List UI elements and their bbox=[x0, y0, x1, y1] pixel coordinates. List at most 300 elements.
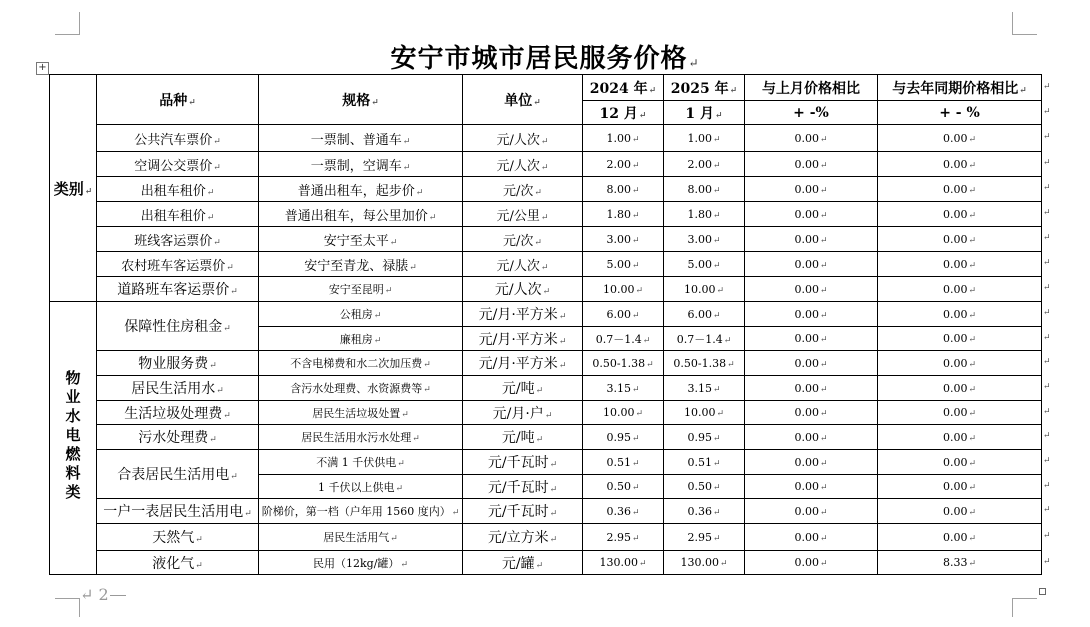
cell-yoy-text: 0.00 bbox=[942, 504, 968, 518]
cell-yoy-text: 0.00 bbox=[942, 207, 968, 221]
row-end-mark: ↵ bbox=[1043, 431, 1051, 441]
cell-unit-text: 元/次 bbox=[503, 233, 534, 249]
header-mom bbox=[745, 75, 878, 101]
header-unit-text: 单位 bbox=[504, 92, 533, 109]
table-row bbox=[50, 227, 1042, 252]
cell-unit-text: 元/人次 bbox=[496, 132, 540, 148]
cell-price-2025-text: 2.95 bbox=[687, 530, 712, 544]
cell-variety bbox=[97, 152, 259, 177]
cell-yoy-text: 0.00 bbox=[942, 530, 968, 544]
cell-unit bbox=[463, 302, 583, 327]
cell-unit bbox=[463, 499, 583, 524]
paragraph-mark: ↵ bbox=[223, 324, 231, 334]
cell-spec bbox=[259, 351, 463, 376]
paragraph-mark: ↵ bbox=[209, 435, 217, 445]
paragraph-mark: ↵ bbox=[968, 384, 977, 395]
cell-yoy-text: 0.00 bbox=[942, 455, 968, 469]
header-2024-month bbox=[583, 101, 664, 125]
cell-yoy bbox=[878, 177, 1042, 202]
paragraph-mark: ↵ bbox=[819, 310, 828, 321]
cell-variety bbox=[97, 551, 259, 575]
cell-variety bbox=[97, 252, 259, 277]
category-utilities bbox=[50, 302, 97, 575]
paragraph-mark: ↵ bbox=[395, 483, 404, 494]
cell-spec-text: 1 千伏以上供电 bbox=[317, 480, 395, 494]
cell-mom-text: 0.00 bbox=[794, 332, 819, 345]
cell-price-2024-text: 2.00 bbox=[606, 157, 631, 171]
cell-price-2025 bbox=[664, 450, 745, 475]
category-utilities-text: 物业水电燃料类 bbox=[63, 369, 82, 503]
cell-price-2025-text: 5.00 bbox=[687, 257, 712, 271]
cell-yoy-text: 0.00 bbox=[942, 381, 968, 395]
cell-price-2024 bbox=[583, 327, 664, 351]
cell-spec-text: 不满 1 千伏供电 bbox=[316, 456, 397, 469]
cell-price-2025 bbox=[664, 475, 745, 499]
table-row bbox=[50, 277, 1042, 302]
cell-price-2024-text: 1.80 bbox=[606, 207, 631, 221]
cell-yoy bbox=[878, 475, 1042, 499]
cell-mom-text: 0.00 bbox=[794, 556, 819, 569]
cell-yoy-text: 0.00 bbox=[942, 257, 968, 271]
cell-price-2025-text: 1.00 bbox=[687, 131, 712, 145]
paragraph-mark: ↵ bbox=[712, 210, 721, 221]
cell-spec bbox=[259, 152, 463, 177]
cell-price-2024-text: 6.00 bbox=[606, 307, 631, 321]
cell-mom-text: 0.00 bbox=[794, 356, 819, 370]
cell-spec bbox=[259, 401, 463, 425]
cell-unit-text: 元/月·平方米 bbox=[478, 356, 558, 372]
cell-unit-text: 元/吨 bbox=[501, 430, 535, 446]
cell-unit bbox=[463, 351, 583, 376]
cell-spec bbox=[259, 524, 463, 551]
paragraph-mark: ↵ bbox=[412, 434, 420, 444]
cell-spec-text: 公租房 bbox=[339, 308, 373, 321]
cell-yoy-text: 0.00 bbox=[942, 332, 968, 345]
paragraph-mark: ↵ bbox=[226, 262, 234, 273]
cell-spec bbox=[259, 551, 463, 575]
cell-variety bbox=[97, 425, 259, 450]
paragraph-mark: ↵ bbox=[712, 134, 721, 145]
header-mom-text: 与上月价格相比 bbox=[762, 80, 860, 97]
cell-mom-text: 0.00 bbox=[794, 430, 819, 444]
paragraph-mark: ↵ bbox=[540, 262, 549, 273]
paragraph-mark: ↵ bbox=[230, 472, 238, 482]
paragraph-mark: ↵ bbox=[968, 483, 977, 493]
paragraph-mark: ↵ bbox=[819, 483, 828, 493]
paragraph-mark: ↵ bbox=[402, 136, 411, 147]
paragraph-mark: ↵ bbox=[631, 260, 640, 271]
cell-variety-text: 合表居民生活用电 bbox=[117, 467, 230, 483]
category-transport bbox=[50, 75, 97, 302]
cell-price-2024 bbox=[583, 450, 664, 475]
paragraph-mark: ↵ bbox=[819, 335, 828, 345]
cell-price-2025 bbox=[664, 376, 745, 401]
paragraph-mark: ↵ bbox=[638, 559, 647, 569]
cell-yoy bbox=[878, 401, 1042, 425]
paragraph-mark: ↵ bbox=[540, 162, 549, 173]
paragraph-mark: ↵ bbox=[631, 160, 640, 171]
paragraph-mark: ↵ bbox=[819, 433, 828, 444]
cell-price-2025 bbox=[664, 227, 745, 252]
paragraph-mark: ↵ bbox=[195, 560, 203, 571]
paragraph-mark: ↵ bbox=[84, 186, 93, 197]
cell-unit bbox=[463, 475, 583, 499]
cell-spec-text: 民用（12kg/罐） bbox=[313, 556, 400, 570]
cell-price-2025-text: 2.00 bbox=[687, 157, 712, 171]
paragraph-mark: ↵ bbox=[819, 185, 828, 196]
paragraph-mark: ↵ bbox=[534, 187, 542, 198]
paragraph-mark: ↵ bbox=[968, 210, 977, 221]
paragraph-mark: ↵ bbox=[631, 185, 640, 196]
cell-price-2025 bbox=[664, 277, 745, 302]
cell-yoy-text: 0.00 bbox=[942, 131, 968, 145]
cell-price-2025 bbox=[664, 302, 745, 327]
paragraph-mark: ↵ bbox=[968, 285, 977, 296]
paragraph-mark: ↵ bbox=[819, 134, 828, 145]
header-2025-year-text: 2025 年 bbox=[670, 80, 729, 97]
cell-unit-text: 元/立方米 bbox=[487, 530, 549, 546]
paragraph-mark: ↵ bbox=[631, 134, 640, 145]
cell-spec bbox=[259, 177, 463, 202]
paragraph-mark: ↵ bbox=[968, 409, 977, 419]
cell-yoy bbox=[878, 302, 1042, 327]
row-end-mark: ↵ bbox=[1043, 308, 1051, 318]
cell-mom bbox=[745, 524, 878, 551]
cell-mom-text: 0.00 bbox=[794, 381, 819, 395]
table-row bbox=[50, 152, 1042, 177]
paragraph-mark: ↵ bbox=[727, 359, 735, 370]
cell-yoy-text: 0.00 bbox=[942, 232, 968, 246]
row-end-mark: ↵ bbox=[1043, 357, 1051, 367]
cell-unit-text: 元/公里 bbox=[496, 208, 540, 224]
cell-variety-text: 保障性住房租金 bbox=[124, 319, 223, 335]
cell-yoy-text: 0.00 bbox=[942, 307, 968, 321]
paragraph-mark: ↵ bbox=[631, 235, 640, 246]
cell-price-2025 bbox=[664, 152, 745, 177]
paragraph-mark: ↵ bbox=[968, 507, 977, 518]
page-number-dash bbox=[110, 595, 126, 596]
cell-variety-text: 天然气 bbox=[152, 530, 195, 546]
crop-mark-bottom-left bbox=[55, 598, 80, 617]
cell-price-2024-text: 5.00 bbox=[606, 257, 631, 271]
cell-yoy bbox=[878, 524, 1042, 551]
cell-price-2024-text: 0.7－1.4 bbox=[595, 332, 642, 346]
cell-spec bbox=[259, 450, 463, 475]
cell-variety-text: 农村班车客运票价 bbox=[121, 258, 226, 274]
cell-price-2024 bbox=[583, 152, 664, 177]
row-end-mark: ↵ bbox=[1043, 456, 1051, 466]
cell-price-2024 bbox=[583, 401, 664, 425]
cell-price-2025-text: 0.51 bbox=[687, 455, 712, 469]
cell-price-2025 bbox=[664, 202, 745, 227]
paragraph-mark: ↵ bbox=[544, 410, 553, 421]
cell-mom-text: 0.00 bbox=[794, 307, 819, 321]
cell-price-2024-text: 0.50-1.38 bbox=[592, 356, 646, 370]
paragraph-mark: ↵ bbox=[415, 187, 424, 198]
paragraph-mark: ↵ bbox=[968, 134, 977, 145]
cell-variety bbox=[97, 401, 259, 425]
table-row bbox=[50, 450, 1042, 475]
paragraph-mark: ↵ bbox=[819, 384, 828, 395]
cell-yoy-text: 0.00 bbox=[942, 182, 968, 196]
cell-variety bbox=[97, 351, 259, 376]
paragraph-mark: ↵ bbox=[216, 386, 224, 396]
paragraph-mark: ↵ bbox=[535, 435, 544, 445]
cell-price-2025-text: 10.00 bbox=[683, 282, 716, 296]
cell-price-2025-text: 6.00 bbox=[687, 307, 712, 321]
table-row bbox=[50, 177, 1042, 202]
cell-mom-text: 0.00 bbox=[794, 282, 819, 296]
cell-variety-text: 物业服务费 bbox=[138, 356, 209, 372]
paragraph-mark: ↵ bbox=[558, 361, 567, 371]
cell-unit bbox=[463, 125, 583, 152]
cell-yoy bbox=[878, 450, 1042, 475]
paragraph-mark: ↵ bbox=[540, 136, 549, 147]
cell-price-2024 bbox=[583, 524, 664, 551]
row-end-mark: ↵ bbox=[1043, 406, 1051, 417]
paragraph-mark: ↵ bbox=[968, 235, 977, 246]
cell-mom bbox=[745, 401, 878, 425]
cell-unit-text: 元/千瓦时 bbox=[487, 455, 549, 471]
cell-mom-text: 0.00 bbox=[794, 504, 819, 518]
row-end-mark: ↵ bbox=[1043, 332, 1051, 343]
paragraph-mark: ↵ bbox=[409, 262, 417, 273]
cell-spec-text: 一票制、普通车 bbox=[310, 132, 402, 148]
cell-price-2024 bbox=[583, 376, 664, 401]
cell-variety bbox=[97, 177, 259, 202]
cell-yoy-text: 0.00 bbox=[942, 430, 968, 444]
paragraph-mark: ↵ bbox=[819, 507, 828, 518]
cell-spec-text: 廉租房 bbox=[339, 332, 373, 346]
paragraph-mark: ↵ bbox=[648, 85, 657, 96]
cell-price-2024 bbox=[583, 125, 664, 152]
cell-yoy bbox=[878, 376, 1042, 401]
cell-yoy-text: 0.00 bbox=[942, 406, 968, 419]
cell-yoy bbox=[878, 499, 1042, 524]
paragraph-mark: ↵ bbox=[631, 210, 640, 221]
cell-variety bbox=[97, 450, 259, 499]
paragraph-mark: ↵ bbox=[635, 409, 644, 419]
cell-variety bbox=[97, 524, 259, 551]
cell-spec bbox=[259, 499, 463, 524]
cell-price-2025-text: 1.80 bbox=[687, 207, 712, 221]
paragraph-mark: ↵ bbox=[631, 507, 640, 518]
cell-spec bbox=[259, 277, 463, 302]
cell-spec-text: 阶梯价，第一档（户年用 1560 度内） bbox=[261, 505, 451, 518]
paragraph-mark: ↵ bbox=[716, 285, 725, 296]
row-end-mark: ↵ bbox=[1043, 233, 1051, 243]
cell-spec bbox=[259, 202, 463, 227]
cell-yoy-text: 0.00 bbox=[942, 282, 968, 296]
cell-mom bbox=[745, 376, 878, 401]
paragraph-mark: ↵ bbox=[402, 162, 411, 173]
row-end-mark: ↵ bbox=[1043, 382, 1051, 392]
cell-price-2025 bbox=[664, 499, 745, 524]
paragraph-mark: ↵ bbox=[206, 187, 215, 198]
cell-price-2025-text: 0.50-1.38 bbox=[673, 356, 727, 370]
paragraph-mark: ↵ bbox=[819, 160, 828, 171]
cell-unit-text: 元/人次 bbox=[496, 258, 540, 274]
cell-variety bbox=[97, 202, 259, 227]
paragraph-mark: ↵ bbox=[642, 335, 651, 346]
paragraph-mark: ↵ bbox=[968, 335, 977, 345]
crop-mark-top-right bbox=[1012, 12, 1037, 35]
row-end-mark: ↵ bbox=[1043, 258, 1051, 268]
cell-price-2024 bbox=[583, 351, 664, 376]
paragraph-mark: ↵ bbox=[819, 533, 828, 544]
cell-spec-text: 普通出租车，每公里加价 bbox=[284, 208, 428, 224]
cell-mom-text: 0.00 bbox=[794, 257, 819, 271]
cell-price-2025-text: 130.00 bbox=[680, 556, 719, 569]
cell-price-2024-text: 3.00 bbox=[606, 232, 631, 246]
cell-mom bbox=[745, 425, 878, 450]
cell-spec bbox=[259, 376, 463, 401]
cell-yoy bbox=[878, 202, 1042, 227]
row-end-mark: ↵ bbox=[1043, 81, 1051, 92]
paragraph-mark: ↵ bbox=[535, 386, 544, 396]
cell-price-2024-text: 10.00 bbox=[602, 282, 635, 296]
cell-price-2024-text: 3.15 bbox=[606, 381, 631, 395]
paragraph-mark: ↵ bbox=[631, 433, 640, 444]
end-mark-icon bbox=[1039, 588, 1046, 595]
paragraph-mark: ↵ bbox=[729, 85, 738, 96]
paragraph-mark: ↵ bbox=[401, 409, 409, 420]
category-transport-text: 类别 bbox=[53, 179, 84, 198]
paragraph-mark: ↵ bbox=[373, 311, 382, 321]
cell-unit bbox=[463, 227, 583, 252]
cell-price-2024 bbox=[583, 252, 664, 277]
cell-mom bbox=[745, 277, 878, 302]
cell-variety bbox=[97, 125, 259, 152]
paragraph-mark: ↵ bbox=[540, 212, 549, 223]
paragraph-mark: ↵ bbox=[712, 533, 721, 544]
cell-price-2024 bbox=[583, 277, 664, 302]
row-end-mark: ↵ bbox=[1043, 480, 1051, 491]
cell-variety-text: 空调公交票价 bbox=[134, 158, 213, 174]
cell-price-2024 bbox=[583, 227, 664, 252]
cell-unit bbox=[463, 376, 583, 401]
cell-spec bbox=[259, 252, 463, 277]
header-variety bbox=[97, 75, 259, 125]
paragraph-mark: ↵ bbox=[188, 97, 196, 108]
cell-mom-text: 0.00 bbox=[794, 131, 819, 145]
cell-price-2024 bbox=[583, 551, 664, 575]
cell-mom bbox=[745, 227, 878, 252]
cell-unit bbox=[463, 202, 583, 227]
table-row bbox=[50, 425, 1042, 450]
paragraph-mark: ↵ bbox=[558, 312, 567, 322]
cell-unit bbox=[463, 450, 583, 475]
cell-price-2024-text: 0.36 bbox=[606, 504, 631, 518]
table-row bbox=[50, 125, 1042, 152]
paragraph-mark: ↵ bbox=[712, 507, 721, 518]
cell-price-2025 bbox=[664, 524, 745, 551]
cell-price-2024-text: 0.95 bbox=[606, 430, 631, 444]
cell-price-2024 bbox=[583, 425, 664, 450]
header-spec bbox=[259, 75, 463, 125]
header-yoy-text: 与去年同期价格相比 bbox=[892, 80, 1019, 97]
table-move-handle-icon[interactable]: + bbox=[36, 62, 49, 75]
cell-mom-text: 0.00 bbox=[794, 455, 819, 469]
header-2024-year bbox=[583, 75, 664, 101]
paragraph-mark: ↵ bbox=[712, 160, 721, 171]
cell-mom bbox=[745, 302, 878, 327]
paragraph-mark: ↵ bbox=[223, 410, 231, 421]
paragraph-mark: ↵ bbox=[384, 286, 393, 296]
paragraph-mark: ↵ bbox=[646, 359, 654, 370]
row-end-mark: ↵ bbox=[1043, 208, 1051, 218]
cell-mom-text: 0.00 bbox=[794, 182, 819, 196]
cell-variety-text: 出租车租价 bbox=[140, 208, 206, 224]
paragraph-mark: ↵ bbox=[209, 361, 217, 371]
cell-unit-text: 元/月·户 bbox=[492, 405, 544, 422]
cell-variety-text: 道路班车客运票价 bbox=[117, 282, 230, 298]
paragraph-mark: ↵ bbox=[533, 97, 541, 108]
cell-price-2025-text: 0.36 bbox=[687, 504, 712, 518]
cell-variety bbox=[97, 376, 259, 401]
paragraph-mark: ↵ bbox=[244, 509, 252, 519]
paragraph-mark: ↵ bbox=[534, 237, 542, 248]
cell-variety bbox=[97, 302, 259, 351]
cell-variety-text: 一户一表居民生活用电 bbox=[103, 504, 244, 520]
cell-yoy-text: 8.33 bbox=[942, 556, 968, 569]
paragraph-mark: ↵ bbox=[712, 458, 721, 469]
cell-yoy bbox=[878, 252, 1042, 277]
cell-price-2024-text: 0.50 bbox=[606, 480, 631, 493]
paragraph-mark: ↵ bbox=[819, 285, 828, 296]
paragraph-mark: ↵ bbox=[968, 160, 977, 171]
paragraph-mark: ↵ bbox=[819, 559, 828, 569]
row-end-mark: ↵ bbox=[1043, 132, 1051, 142]
row-end-mark: ↵ bbox=[1043, 505, 1051, 515]
cell-price-2025 bbox=[664, 401, 745, 425]
cell-spec bbox=[259, 327, 463, 351]
cell-price-2025-text: 0.7－1.4 bbox=[676, 332, 723, 346]
cell-mom bbox=[745, 475, 878, 499]
cell-yoy-text: 0.00 bbox=[942, 356, 968, 370]
cell-price-2024 bbox=[583, 499, 664, 524]
cell-price-2025-text: 10.00 bbox=[683, 406, 716, 419]
cell-variety-text: 生活垃圾处理费 bbox=[124, 405, 223, 422]
paragraph-mark: ↵ bbox=[819, 409, 828, 419]
paragraph-mark: ↵ bbox=[968, 458, 977, 469]
row-end-mark: ↵ bbox=[1043, 106, 1051, 117]
cell-unit bbox=[463, 277, 583, 302]
header-yoy bbox=[878, 75, 1042, 101]
row-end-mark: ↵ bbox=[1043, 531, 1051, 541]
cell-spec-text: 居民生活用水污水处理 bbox=[301, 431, 412, 444]
paragraph-mark: ↵ bbox=[715, 110, 723, 121]
paragraph-mark: ↵ bbox=[716, 409, 725, 419]
cell-mom-text: 0.00 bbox=[794, 406, 819, 419]
paragraph-mark: ↵ bbox=[423, 360, 431, 370]
cell-mom bbox=[745, 177, 878, 202]
row-end-mark: ↵ bbox=[1043, 183, 1051, 193]
header-yoy-unit bbox=[878, 101, 1042, 125]
paragraph-mark: ↵ bbox=[206, 212, 215, 223]
cell-spec-text: 普通出租车，起步价 bbox=[297, 183, 415, 199]
paragraph-mark: ↵ bbox=[712, 235, 721, 246]
table-row bbox=[50, 401, 1042, 425]
paragraph-mark: ↵ bbox=[819, 235, 828, 246]
paragraph-mark: ↵ bbox=[631, 458, 640, 469]
cell-variety bbox=[97, 499, 259, 524]
header-2025-month-text: 1 月 bbox=[685, 105, 715, 122]
cell-unit-text: 元/千瓦时 bbox=[487, 504, 549, 520]
paragraph-mark: ↵ bbox=[549, 484, 558, 495]
cell-mom bbox=[745, 551, 878, 575]
paragraph-mark: ↵ bbox=[712, 310, 721, 321]
